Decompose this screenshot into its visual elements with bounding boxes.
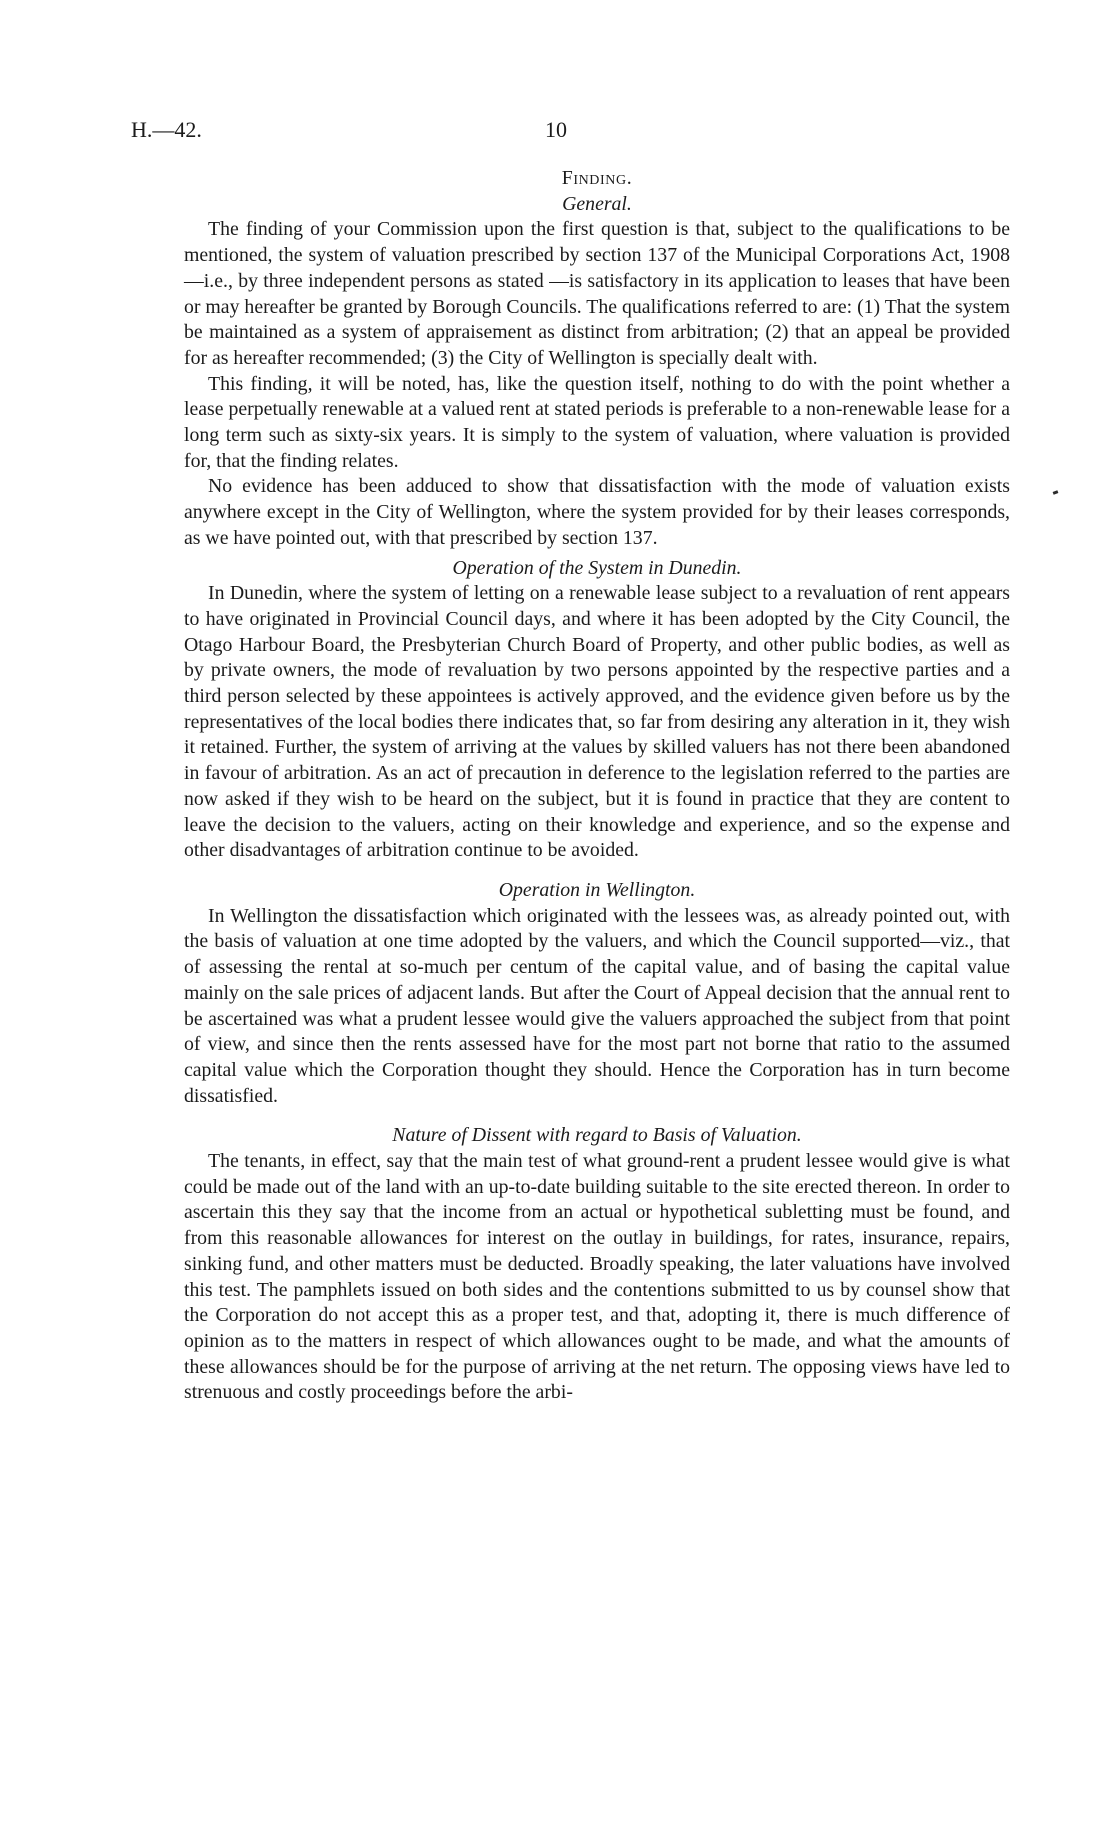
page-number: 10	[545, 117, 567, 142]
finding-paragraph: The finding of your Commission upon the first question is that, subject to the qualifications to be mentioned, the system of valuation prescribed by section 137 of the Municipal Corporations Act, 1908—i.e., by three independent persons as stated —is satisfactory in its application to leases that have been or may hereafter be granted by Borough Councils. The qualifications referred to are: (1) That the system be maintained as a system of appraisement as distinct from arbitration; (2) that an appeal be provided for as hereafter recommended; (3) the City of Wellington is specially dealt with.	[184, 218, 1010, 369]
margin-mark	[1053, 490, 1059, 495]
page-header	[0, 117, 1114, 147]
report-body	[184, 166, 1010, 1406]
dissent-heading: Nature of Dissent with regard to Basis of Valuation.	[392, 1124, 802, 1147]
finding-heading: Finding.	[561, 167, 633, 189]
dunedin-heading: Operation of the System in Dunedin.	[452, 556, 742, 579]
finding-paragraph: This finding, it will be noted, has, like the question itself, nothing to do with the point whether a lease perpetually renewable at a valued rent at stated periods is preferable to a non-renewable lease for a long term such as sixty-six years. It is simply to the system of valuation, where valuation is provided for, that the finding relates.	[184, 372, 1010, 472]
general-heading: General.	[562, 192, 632, 215]
finding-paragraph: No evidence has been adduced to show that dissatisfaction with the mode of valuation exists anywhere except in the City of Wellington, where the system provided for by their leases corresponds, as we have pointed out, with that prescribed by section 137.	[184, 475, 1010, 549]
dunedin-paragraph: In Dunedin, where the system of letting on a renewable lease subject to a revaluation of rent appears to have originated in Provincial Council days, and where it has been adopted by the City Council, the Otago Harbour Board, the Presbyterian Church Board of Property, and other public bodies, as well as by private owners, the mode of revaluation by two persons appointed by the respective parties and a third person selected by these appointees is actively approved, and the evidence given before us by the representatives of the local bodies there indicates that, so far from desiring any alteration in it, they wish it retained. Further, the system of arriving at the values by skilled valuers has not there been abandoned in favour of arbitration. As an act of precaution in deference to the legislation referred to the parties are now asked if they wish to be heard on the subject, but it is found in practice that they are content to leave the decision to the valuers, acting on their knowledge and experience, and so the expense and other disadvantages of arbitration continue to be avoided.	[184, 582, 1010, 862]
wellington-paragraph: In Wellington the dissatisfaction which originated with the lessees was, as already pointed out, with the basis of valuation at one time adopted by the valuers, and which the Council supported—viz., that of assessing the rental at so-much per centum of the capital value, and of basing the capital value mainly on the sale prices of adjacent lands. But after the Court of Appeal decision that the annual rent to be ascertained was what a prudent lessee would give the valuers approached the subject from that point of view, and since then the rents assessed have for the most part not borne that ratio to the assumed capital value which the Corporation thought they should. Hence the Corporation has in turn become dissatisfied.	[184, 904, 1010, 1107]
dissent-paragraph: The tenants, in effect, say that the main test of what ground-rent a prudent lessee would give is what could be made out of the land with an up-to-date building suitable to the site erected thereon. In order to ascertain this they say that the income from an actual or hypothetical subletting must be found, and from this reasonable allowances for interest on the outlay in buildings, for rates, insurance, repairs, sinking fund, and other matters must be deducted. Broadly speaking, the later valuations have involved this test. The pamphlets issued on both sides and the contentions submitted to us by counsel show that the Corporation do not accept this as a proper test, and that, adopting it, there is much difference of opinion as to the matters in respect of which allowances ought to be made, and what the amounts of these allowances should be for the purpose of arriving at the net return. The opposing views have led to strenuous and costly proceedings before the arbi-	[184, 1150, 1010, 1404]
dissent-section	[184, 1123, 1010, 1406]
wellington-section	[184, 878, 1010, 1109]
dunedin-section	[184, 556, 1010, 864]
wellington-heading: Operation in Wellington.	[498, 878, 696, 901]
finding-section	[184, 166, 1010, 552]
document-reference: H.—42.	[131, 117, 202, 142]
